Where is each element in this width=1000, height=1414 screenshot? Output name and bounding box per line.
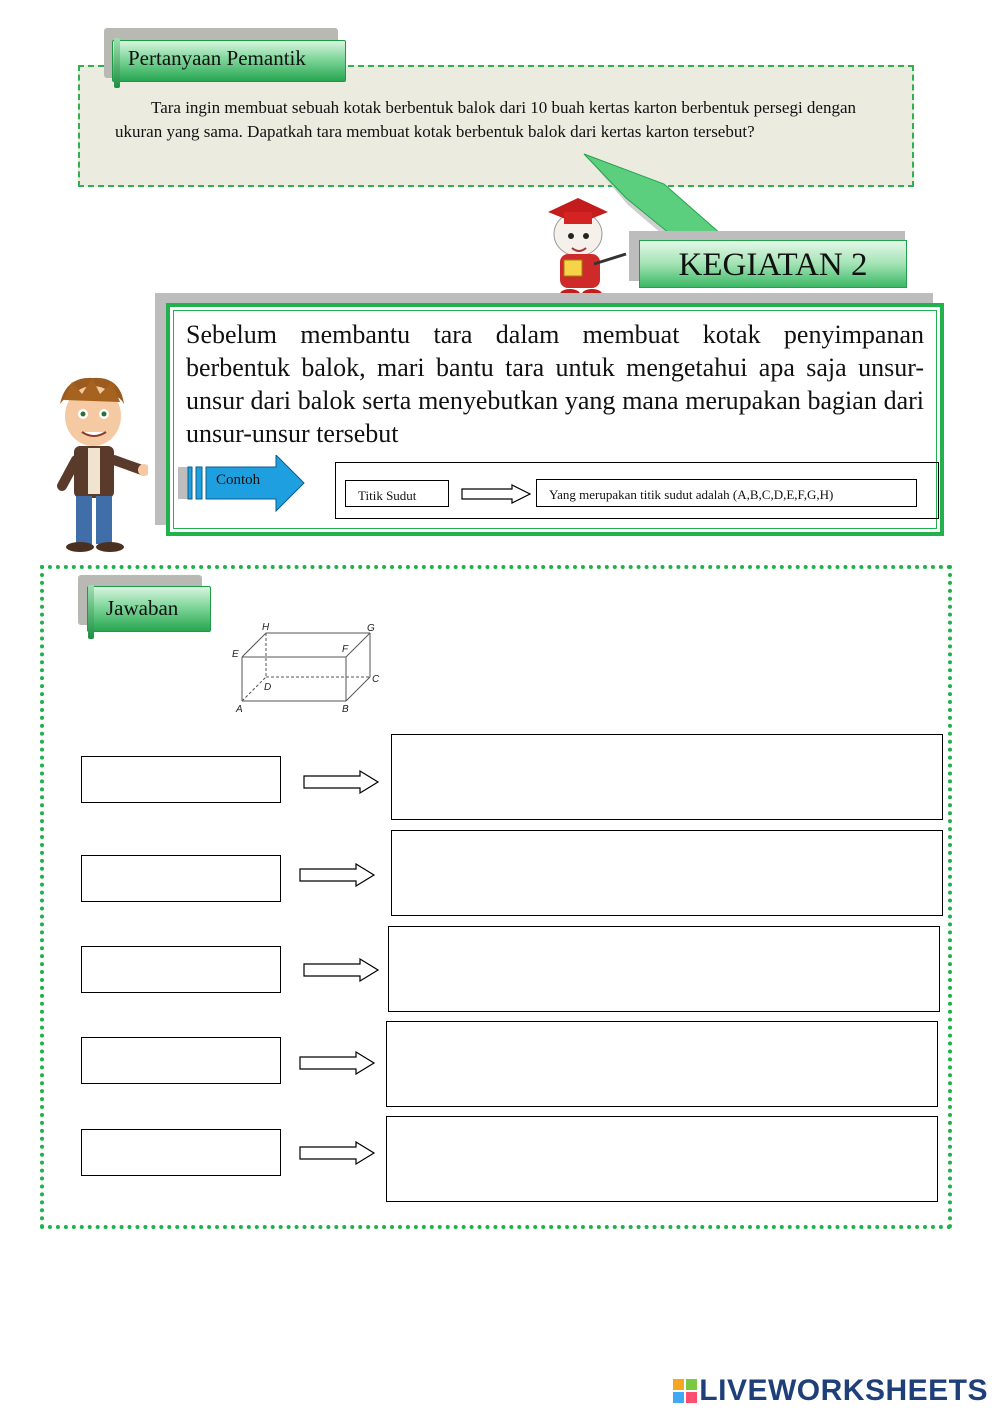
example-arrow-icon [460,484,532,504]
contoh-label: Contoh [216,472,261,488]
pemantik-tab-bar [114,38,120,88]
answer-arrow-icon [302,958,380,982]
vertex-label: D [264,682,272,693]
vertex-label: G [367,623,375,634]
example-answer-box: Yang merupakan titik sudut adalah (A,B,C,D,E,F,G,H) [536,479,917,507]
vertex-label: F [342,644,349,655]
jawaban-tab-label: Jawaban [106,596,179,620]
pemantik-tab-label: Pertanyaan Pemantik [128,46,306,70]
answer-term-box-1[interactable] [81,756,281,803]
answer-detail-box-3[interactable] [388,926,940,1012]
answer-arrow-icon [298,863,376,887]
answer-detail-box-2[interactable] [391,830,943,916]
pemantik-question: Tara ingin membuat sebuah kotak berbentuk balok dari 10 buah kertas karton berbentuk persegi dengan ukuran yang sama. Dapatkah tara membuat kotak berbentuk balok dari kertas karton tersebut? [115,98,857,141]
liveworksheets-logo-text: LIVEWORKSHEETS [699,1374,988,1407]
liveworksheets-logo-icon [673,1379,697,1403]
instruction-text: Sebelum membantu tara dalam membuat kotak penyimpanan berbentuk balok, mari bantu tara untuk mengetahui apa saja unsur-unsur dari balok serta menyebutkan yang mana merupakan bagian dari unsur-unsur tersebut [186,320,924,448]
vertex-label: A [236,704,243,715]
answer-term-box-2[interactable] [81,855,281,902]
vertex-label: B [342,704,349,715]
boy-character-illustration [38,374,148,554]
vertex-label: C [372,674,380,685]
kegiatan-title: KEGIATAN 2 [639,240,907,288]
vertex-label: H [262,622,270,633]
graduate-mascot-illustration [534,194,630,304]
answer-term-box-4[interactable] [81,1037,281,1084]
liveworksheets-logo[interactable] [673,1374,988,1408]
answer-arrow-icon [298,1051,376,1075]
cuboid-diagram [228,615,388,715]
jawaban-tab-bar [88,585,94,639]
answer-detail-box-4[interactable] [386,1021,938,1107]
answer-detail-box-5[interactable] [386,1116,938,1202]
answer-arrow-icon [302,770,380,794]
vertex-label: E [232,649,239,660]
answer-term-box-3[interactable] [81,946,281,993]
answer-arrow-icon [298,1141,376,1165]
answer-detail-box-1[interactable] [391,734,943,820]
example-term-box: Titik Sudut [345,480,449,507]
answer-term-box-5[interactable] [81,1129,281,1176]
